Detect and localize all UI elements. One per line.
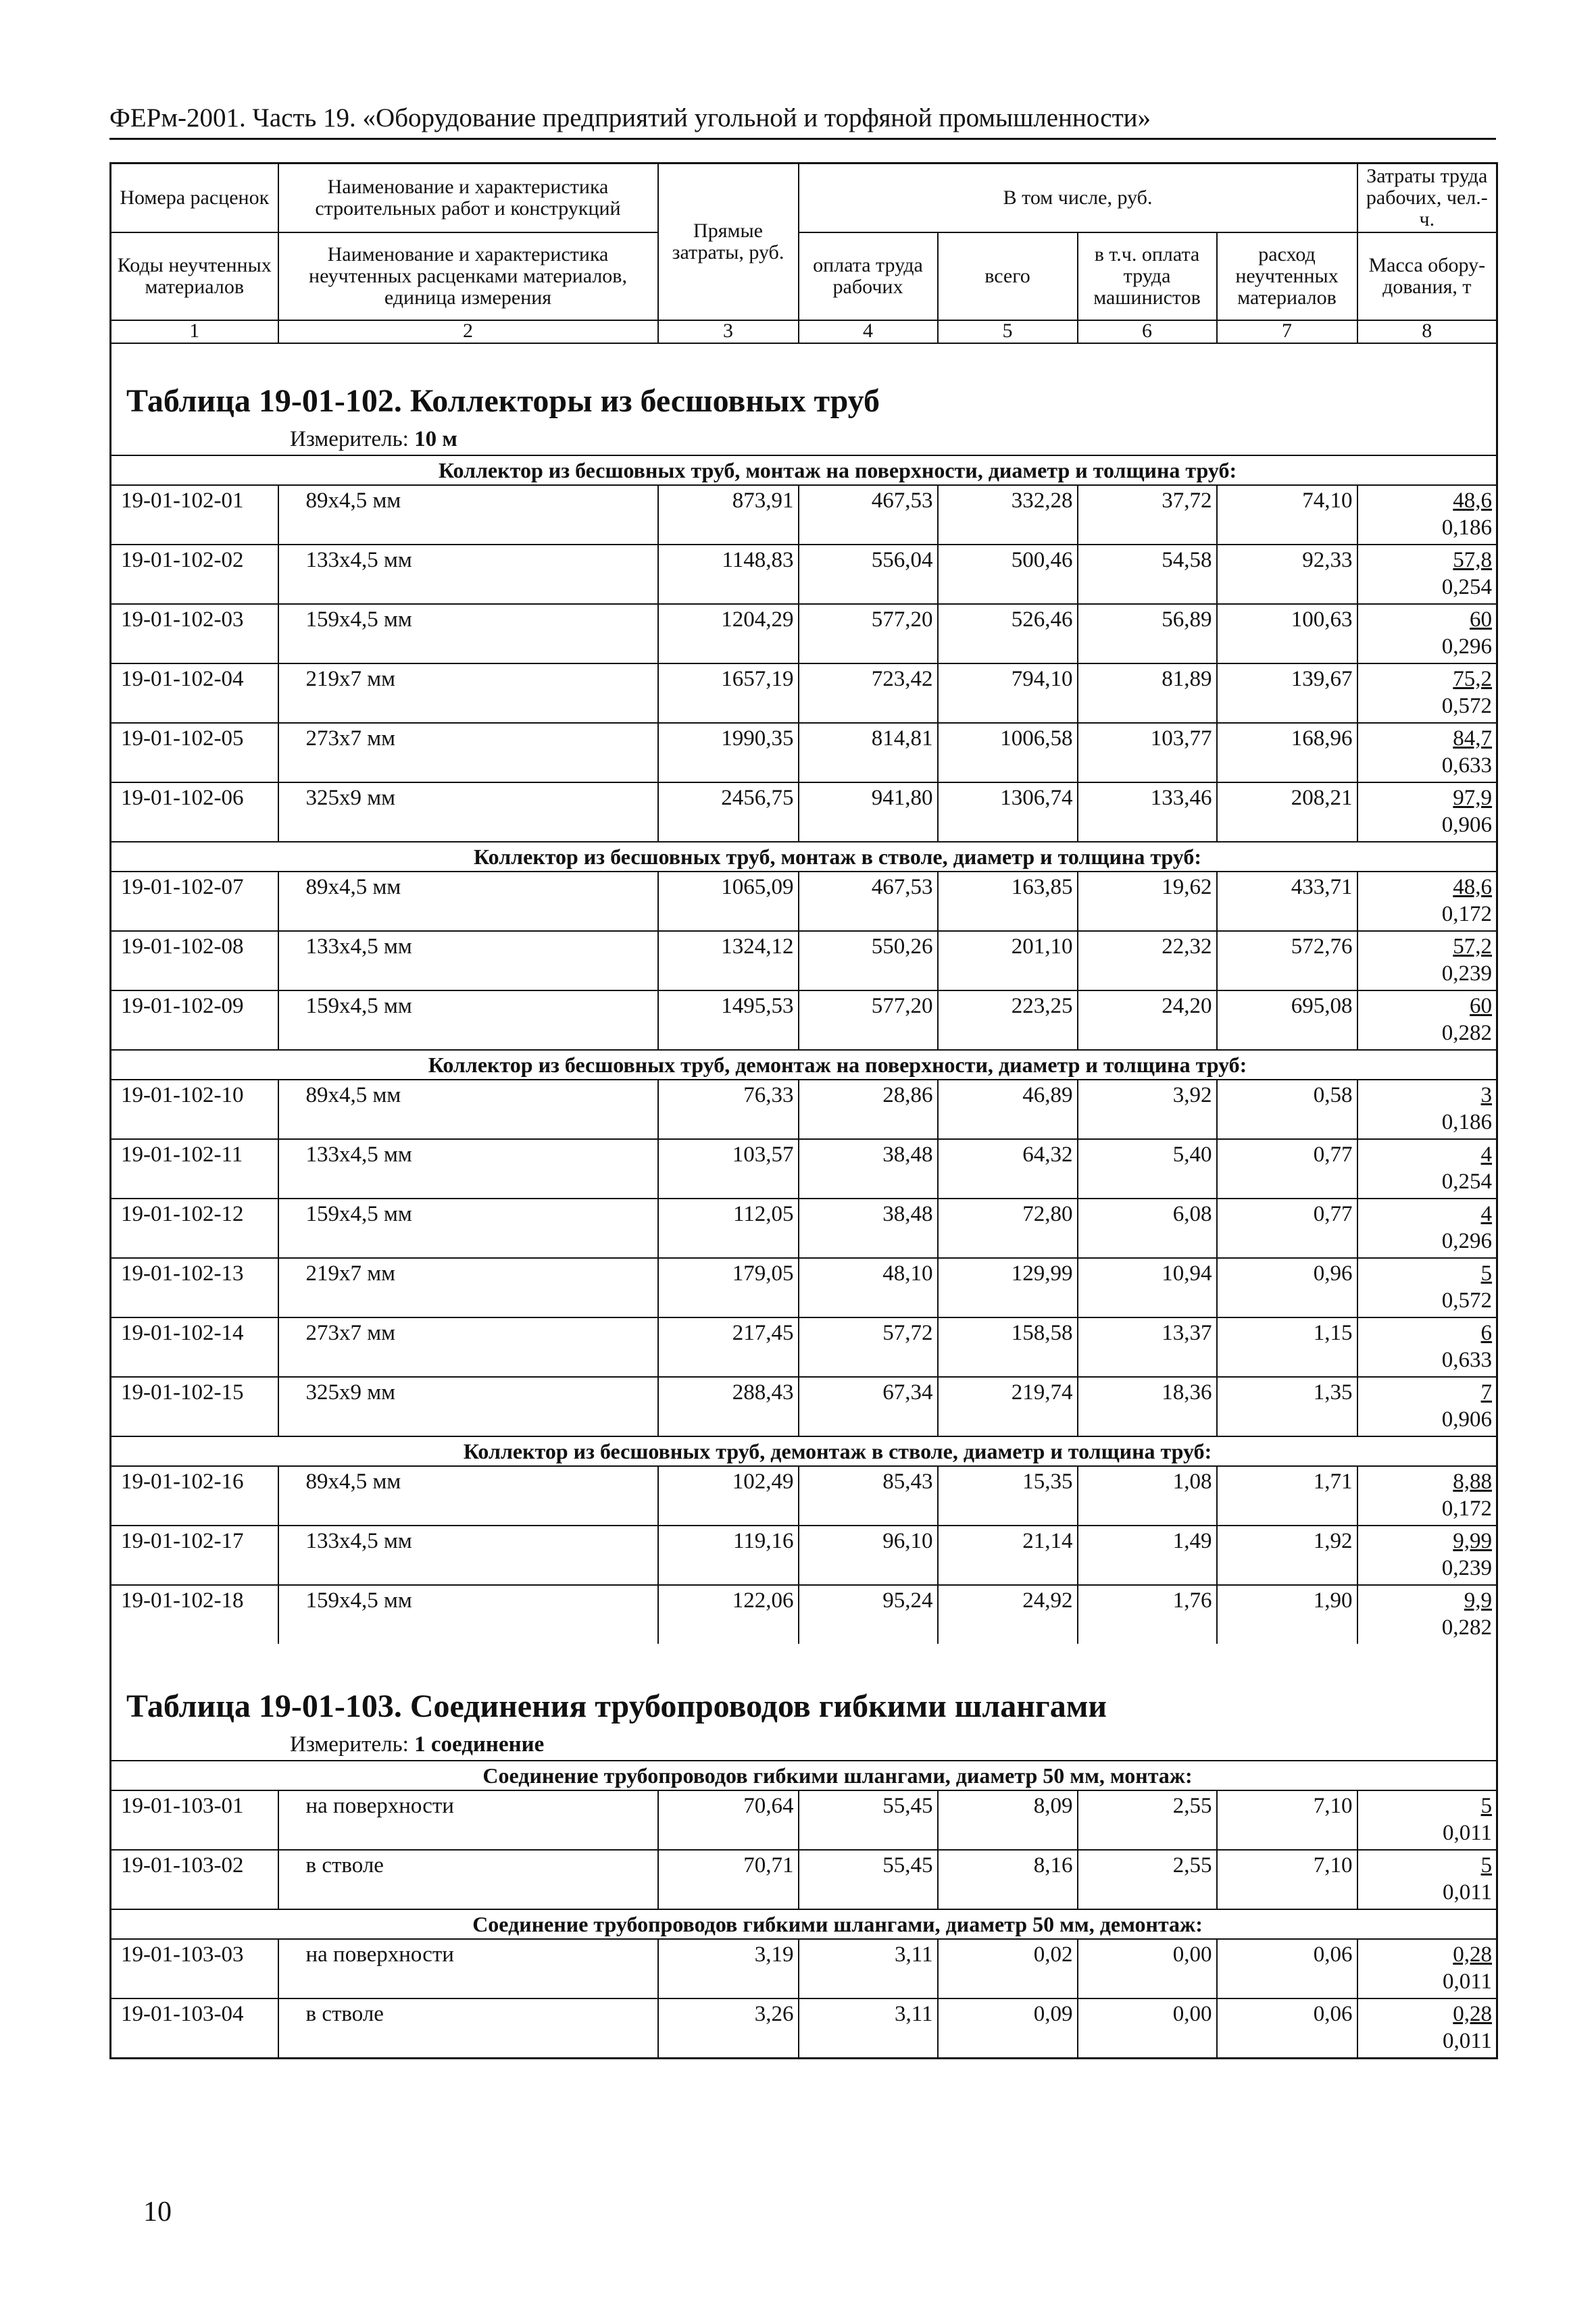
section-heading: Соединение трубопроводов гибкими шлангами, диаметр 50 мм, монтаж:	[111, 1761, 1497, 1790]
table-row	[111, 1585, 1497, 1644]
operators-wages: 13,37	[1078, 1317, 1217, 1377]
header-col8-top: Затраты труда рабочих, чел.-ч.	[1357, 164, 1497, 233]
section-heading-row	[111, 1436, 1497, 1466]
header-col6: в т.ч. оплата труда машинистов	[1078, 232, 1217, 320]
direct-cost: 76,33	[658, 1080, 799, 1139]
work-name: 89х4,5 мм	[278, 872, 658, 931]
operators-wages: 2,55	[1078, 1790, 1217, 1850]
table-row	[111, 1317, 1497, 1377]
work-name: на поверхности	[278, 1939, 658, 1998]
labor-cost: 6	[1480, 1321, 1493, 1345]
unit-label: Измеритель:	[290, 1732, 409, 1757]
rate-code: 19-01-102-04	[111, 663, 278, 723]
table-unit	[111, 424, 1497, 455]
direct-cost: 3,19	[658, 1939, 799, 1998]
labor-and-mass	[1357, 723, 1497, 782]
machines-total: 201,10	[938, 931, 1078, 990]
equipment-mass: 0,011	[1443, 2029, 1493, 2053]
equipment-mass: 0,186	[1441, 1110, 1493, 1134]
work-name: 273х7 мм	[278, 1317, 658, 1377]
materials: 0,77	[1217, 1139, 1357, 1199]
labor-cost: 4	[1480, 1142, 1493, 1167]
table-row	[111, 663, 1497, 723]
wages: 85,43	[799, 1466, 938, 1526]
work-name: 325х9 мм	[278, 1377, 658, 1436]
header-number: 7	[1217, 320, 1357, 343]
work-name: в стволе	[278, 1850, 658, 1909]
work-name: 219х7 мм	[278, 1258, 658, 1317]
table-row	[111, 931, 1497, 990]
labor-cost: 5	[1480, 1794, 1493, 1818]
materials: 168,96	[1217, 723, 1357, 782]
machines-total: 0,09	[938, 1998, 1078, 2059]
wages: 57,72	[799, 1317, 938, 1377]
labor-and-mass	[1357, 1526, 1497, 1585]
table-caption-row	[111, 355, 1497, 424]
wages: 577,20	[799, 604, 938, 663]
materials: 7,10	[1217, 1790, 1357, 1850]
equipment-mass: 0,906	[1441, 1407, 1493, 1432]
equipment-mass: 0,296	[1441, 634, 1493, 659]
wages: 38,48	[799, 1139, 938, 1199]
rate-code: 19-01-102-06	[111, 782, 278, 842]
direct-cost: 119,16	[658, 1526, 799, 1585]
norms-table	[109, 162, 1498, 2059]
direct-cost: 1204,29	[658, 604, 799, 663]
direct-cost: 70,71	[658, 1850, 799, 1909]
labor-and-mass	[1357, 1790, 1497, 1850]
direct-cost: 70,64	[658, 1790, 799, 1850]
operators-wages: 10,94	[1078, 1258, 1217, 1317]
work-name: 325х9 мм	[278, 782, 658, 842]
wages: 28,86	[799, 1080, 938, 1139]
machines-total: 15,35	[938, 1466, 1078, 1526]
table-unit-row	[111, 424, 1497, 455]
table-title: Таблица 19-01-102. Коллекторы из бесшовных труб	[111, 355, 1497, 424]
header-number: 6	[1078, 320, 1217, 343]
materials: 0,58	[1217, 1080, 1357, 1139]
materials: 572,76	[1217, 931, 1357, 990]
equipment-mass: 0,011	[1443, 1821, 1493, 1845]
direct-cost: 122,06	[658, 1585, 799, 1644]
table-row	[111, 1998, 1497, 2059]
labor-and-mass	[1357, 1317, 1497, 1377]
rate-code: 19-01-102-10	[111, 1080, 278, 1139]
direct-cost: 1065,09	[658, 872, 799, 931]
section-heading-row	[111, 455, 1497, 485]
rate-code: 19-01-102-09	[111, 990, 278, 1050]
equipment-mass: 0,572	[1441, 694, 1493, 718]
table-row	[111, 990, 1497, 1050]
header-col3: Прямые затраты, руб.	[658, 164, 799, 321]
rate-code: 19-01-102-13	[111, 1258, 278, 1317]
materials: 0,96	[1217, 1258, 1357, 1317]
table-row	[111, 1790, 1497, 1850]
materials: 139,67	[1217, 663, 1357, 723]
work-name: 219х7 мм	[278, 663, 658, 723]
table-row	[111, 1139, 1497, 1199]
rate-code: 19-01-103-02	[111, 1850, 278, 1909]
labor-and-mass	[1357, 1939, 1497, 1998]
wages: 96,10	[799, 1526, 938, 1585]
labor-cost: 7	[1480, 1380, 1493, 1405]
direct-cost: 1148,83	[658, 545, 799, 604]
header-col2-bottom: Наименование и характеристика неучтенных расценками материалов, единица измерения	[278, 232, 658, 320]
direct-cost: 179,05	[658, 1258, 799, 1317]
materials: 433,71	[1217, 872, 1357, 931]
equipment-mass: 0,172	[1441, 1496, 1493, 1521]
labor-cost: 0,28	[1453, 1942, 1493, 1967]
table-row	[111, 723, 1497, 782]
header-col4: оплата труда рабочих	[799, 232, 938, 320]
rate-code: 19-01-102-11	[111, 1139, 278, 1199]
header-group-incl: В том числе, руб.	[799, 164, 1357, 233]
unit-value: 1 соединение	[414, 1732, 545, 1757]
labor-and-mass	[1357, 872, 1497, 931]
table-caption-row	[111, 1660, 1497, 1729]
materials: 1,35	[1217, 1377, 1357, 1436]
table-row	[111, 604, 1497, 663]
table-row	[111, 1466, 1497, 1526]
work-name: 133х4,5 мм	[278, 931, 658, 990]
labor-cost: 57,8	[1453, 548, 1493, 572]
operators-wages: 3,92	[1078, 1080, 1217, 1139]
table-row	[111, 872, 1497, 931]
labor-and-mass	[1357, 1466, 1497, 1526]
operators-wages: 37,72	[1078, 485, 1217, 545]
table-body	[111, 164, 1497, 2059]
labor-cost: 48,6	[1453, 875, 1493, 899]
table-title: Таблица 19-01-103. Соединения трубопроводов гибкими шлангами	[111, 1660, 1497, 1729]
operators-wages: 54,58	[1078, 545, 1217, 604]
header-col5: всего	[938, 232, 1078, 320]
wages: 3,11	[799, 1939, 938, 1998]
table-row	[111, 1199, 1497, 1258]
equipment-mass: 0,906	[1441, 813, 1493, 837]
machines-total: 223,25	[938, 990, 1078, 1050]
rate-code: 19-01-102-17	[111, 1526, 278, 1585]
rate-code: 19-01-102-15	[111, 1377, 278, 1436]
machines-total: 46,89	[938, 1080, 1078, 1139]
section-heading: Коллектор из бесшовных труб, демонтаж в стволе, диаметр и толщина труб:	[111, 1436, 1497, 1466]
materials: 695,08	[1217, 990, 1357, 1050]
labor-and-mass	[1357, 1998, 1497, 2059]
materials: 74,10	[1217, 485, 1357, 545]
operators-wages: 2,55	[1078, 1850, 1217, 1909]
wages: 556,04	[799, 545, 938, 604]
machines-total: 332,28	[938, 485, 1078, 545]
section-heading-row	[111, 842, 1497, 872]
equipment-mass: 0,254	[1441, 575, 1493, 599]
labor-and-mass	[1357, 485, 1497, 545]
header-col7: расход неучтенных материалов	[1217, 232, 1357, 320]
work-name: 159х4,5 мм	[278, 1199, 658, 1258]
direct-cost: 288,43	[658, 1377, 799, 1436]
table-unit-row	[111, 1729, 1497, 1761]
operators-wages: 81,89	[1078, 663, 1217, 723]
materials: 1,90	[1217, 1585, 1357, 1644]
direct-cost: 2456,75	[658, 782, 799, 842]
machines-total: 158,58	[938, 1317, 1078, 1377]
direct-cost: 873,91	[658, 485, 799, 545]
header-number: 4	[799, 320, 938, 343]
materials: 208,21	[1217, 782, 1357, 842]
rate-code: 19-01-102-01	[111, 485, 278, 545]
labor-and-mass	[1357, 1199, 1497, 1258]
work-name: 273х7 мм	[278, 723, 658, 782]
table-row	[111, 485, 1497, 545]
work-name: 159х4,5 мм	[278, 604, 658, 663]
work-name: 159х4,5 мм	[278, 990, 658, 1050]
wages: 550,26	[799, 931, 938, 990]
wages: 467,53	[799, 485, 938, 545]
equipment-mass: 0,172	[1441, 902, 1493, 926]
labor-and-mass	[1357, 1080, 1497, 1139]
section-heading: Соединение трубопроводов гибкими шлангами, диаметр 50 мм, демонтаж:	[111, 1909, 1497, 1939]
header-col8-bottom: Масса обору-дования, т	[1357, 232, 1497, 320]
machines-total: 1006,58	[938, 723, 1078, 782]
unit-label: Измеритель:	[290, 426, 409, 451]
table-row	[111, 1258, 1497, 1317]
operators-wages: 103,77	[1078, 723, 1217, 782]
labor-cost: 5	[1480, 1261, 1493, 1286]
labor-and-mass	[1357, 1377, 1497, 1436]
machines-total: 0,02	[938, 1939, 1078, 1998]
operators-wages: 0,00	[1078, 1998, 1217, 2059]
spacer-row	[111, 1644, 1497, 1660]
operators-wages: 1,49	[1078, 1526, 1217, 1585]
equipment-mass: 0,011	[1443, 1969, 1493, 1994]
page-header: ФЕРм-2001. Часть 19. «Оборудование предприятий угольной и торфяной промышленности»	[109, 103, 1496, 140]
operators-wages: 56,89	[1078, 604, 1217, 663]
direct-cost: 3,26	[658, 1998, 799, 2059]
machines-total: 526,46	[938, 604, 1078, 663]
table-row	[111, 782, 1497, 842]
work-name: 89х4,5 мм	[278, 1080, 658, 1139]
operators-wages: 1,76	[1078, 1585, 1217, 1644]
section-heading: Коллектор из бесшовных труб, демонтаж на поверхности, диаметр и толщина труб:	[111, 1050, 1497, 1080]
section-heading: Коллектор из бесшовных труб, монтаж в стволе, диаметр и толщина труб:	[111, 842, 1497, 872]
work-name: 133х4,5 мм	[278, 545, 658, 604]
wages: 467,53	[799, 872, 938, 931]
labor-and-mass	[1357, 1850, 1497, 1909]
machines-total: 163,85	[938, 872, 1078, 931]
equipment-mass: 0,254	[1441, 1169, 1493, 1194]
labor-and-mass	[1357, 545, 1497, 604]
machines-total: 21,14	[938, 1526, 1078, 1585]
materials: 7,10	[1217, 1850, 1357, 1909]
work-name: в стволе	[278, 1998, 658, 2059]
direct-cost: 217,45	[658, 1317, 799, 1377]
table-row	[111, 545, 1497, 604]
operators-wages: 0,00	[1078, 1939, 1217, 1998]
spacer	[111, 343, 1497, 355]
rate-code: 19-01-102-14	[111, 1317, 278, 1377]
labor-cost: 48,6	[1453, 488, 1493, 513]
wages: 3,11	[799, 1998, 938, 2059]
labor-cost: 57,2	[1453, 934, 1493, 959]
direct-cost: 1495,53	[658, 990, 799, 1050]
header-number: 3	[658, 320, 799, 343]
table-unit	[111, 1729, 1497, 1761]
wages: 38,48	[799, 1199, 938, 1258]
labor-cost: 4	[1480, 1202, 1493, 1226]
table-row	[111, 1526, 1497, 1585]
direct-cost: 1990,35	[658, 723, 799, 782]
rate-code: 19-01-103-04	[111, 1998, 278, 2059]
labor-and-mass	[1357, 663, 1497, 723]
materials: 0,06	[1217, 1939, 1357, 1998]
header-number: 1	[111, 320, 278, 343]
rate-code: 19-01-102-03	[111, 604, 278, 663]
equipment-mass: 0,186	[1441, 515, 1493, 540]
wages: 941,80	[799, 782, 938, 842]
rate-code: 19-01-103-03	[111, 1939, 278, 1998]
section-heading: Коллектор из бесшовных труб, монтаж на поверхности, диаметр и толщина труб:	[111, 455, 1497, 485]
machines-total: 24,92	[938, 1585, 1078, 1644]
table-row	[111, 1939, 1497, 1998]
labor-cost: 60	[1470, 607, 1493, 632]
wages: 95,24	[799, 1585, 938, 1644]
equipment-mass: 0,282	[1441, 1615, 1493, 1640]
labor-cost: 8,88	[1453, 1469, 1493, 1494]
labor-cost: 97,9	[1453, 786, 1493, 810]
rate-code: 19-01-102-16	[111, 1466, 278, 1526]
work-name: 133х4,5 мм	[278, 1139, 658, 1199]
table-row	[111, 1377, 1497, 1436]
wages: 48,10	[799, 1258, 938, 1317]
wages: 814,81	[799, 723, 938, 782]
machines-total: 8,09	[938, 1790, 1078, 1850]
labor-and-mass	[1357, 990, 1497, 1050]
work-name: на поверхности	[278, 1790, 658, 1850]
labor-and-mass	[1357, 1139, 1497, 1199]
operators-wages: 133,46	[1078, 782, 1217, 842]
work-name: 159х4,5 мм	[278, 1585, 658, 1644]
page-number: 10	[143, 2196, 172, 2228]
table-row	[111, 1080, 1497, 1139]
equipment-mass: 0,239	[1441, 1556, 1493, 1580]
labor-and-mass	[1357, 931, 1497, 990]
header-col2-top: Наименование и характеристика строительных работ и конструкций	[278, 164, 658, 233]
labor-and-mass	[1357, 782, 1497, 842]
labor-cost: 75,2	[1453, 667, 1493, 691]
labor-cost: 5	[1480, 1853, 1493, 1878]
direct-cost: 1324,12	[658, 931, 799, 990]
rate-code: 19-01-102-05	[111, 723, 278, 782]
spacer	[111, 1644, 1497, 1660]
machines-total: 1306,74	[938, 782, 1078, 842]
section-heading-row	[111, 1761, 1497, 1790]
rate-code: 19-01-103-01	[111, 1790, 278, 1850]
labor-cost: 9,9	[1464, 1588, 1493, 1613]
header-number: 5	[938, 320, 1078, 343]
equipment-mass: 0,011	[1443, 1880, 1493, 1905]
labor-cost: 3	[1480, 1083, 1493, 1107]
direct-cost: 103,57	[658, 1139, 799, 1199]
materials: 0,06	[1217, 1998, 1357, 2059]
labor-cost: 9,99	[1453, 1529, 1493, 1553]
direct-cost: 112,05	[658, 1199, 799, 1258]
labor-cost: 60	[1470, 994, 1493, 1018]
labor-cost: 0,28	[1453, 2002, 1493, 2026]
spacer-row	[111, 343, 1497, 355]
header-number: 8	[1357, 320, 1497, 343]
materials: 0,77	[1217, 1199, 1357, 1258]
rate-code: 19-01-102-02	[111, 545, 278, 604]
work-name: 89х4,5 мм	[278, 485, 658, 545]
labor-and-mass	[1357, 1258, 1497, 1317]
equipment-mass: 0,572	[1441, 1288, 1493, 1313]
header-col1-bottom: Коды неучтенных материалов	[111, 232, 278, 320]
table-row	[111, 1850, 1497, 1909]
header-col1-top: Номера расценок	[111, 164, 278, 233]
equipment-mass: 0,633	[1441, 753, 1493, 778]
machines-total: 129,99	[938, 1258, 1078, 1317]
machines-total: 64,32	[938, 1139, 1078, 1199]
equipment-mass: 0,239	[1441, 961, 1493, 986]
operators-wages: 6,08	[1078, 1199, 1217, 1258]
labor-cost: 84,7	[1453, 726, 1493, 751]
machines-total: 72,80	[938, 1199, 1078, 1258]
equipment-mass: 0,633	[1441, 1348, 1493, 1372]
labor-and-mass	[1357, 604, 1497, 663]
wages: 55,45	[799, 1850, 938, 1909]
direct-cost: 1657,19	[658, 663, 799, 723]
operators-wages: 18,36	[1078, 1377, 1217, 1436]
operators-wages: 5,40	[1078, 1139, 1217, 1199]
wages: 577,20	[799, 990, 938, 1050]
materials: 100,63	[1217, 604, 1357, 663]
unit-value: 10 м	[414, 426, 457, 451]
machines-total: 794,10	[938, 663, 1078, 723]
equipment-mass: 0,282	[1441, 1021, 1493, 1045]
header-number: 2	[278, 320, 658, 343]
rate-code: 19-01-102-07	[111, 872, 278, 931]
operators-wages: 22,32	[1078, 931, 1217, 990]
materials: 92,33	[1217, 545, 1357, 604]
wages: 67,34	[799, 1377, 938, 1436]
direct-cost: 102,49	[658, 1466, 799, 1526]
labor-and-mass	[1357, 1585, 1497, 1644]
machines-total: 8,16	[938, 1850, 1078, 1909]
rate-code: 19-01-102-18	[111, 1585, 278, 1644]
rate-code: 19-01-102-12	[111, 1199, 278, 1258]
materials: 1,92	[1217, 1526, 1357, 1585]
equipment-mass: 0,296	[1441, 1229, 1493, 1253]
wages: 55,45	[799, 1790, 938, 1850]
operators-wages: 1,08	[1078, 1466, 1217, 1526]
work-name: 89х4,5 мм	[278, 1466, 658, 1526]
wages: 723,42	[799, 663, 938, 723]
materials: 1,71	[1217, 1466, 1357, 1526]
rate-code: 19-01-102-08	[111, 931, 278, 990]
work-name: 133х4,5 мм	[278, 1526, 658, 1585]
materials: 1,15	[1217, 1317, 1357, 1377]
machines-total: 500,46	[938, 545, 1078, 604]
operators-wages: 19,62	[1078, 872, 1217, 931]
operators-wages: 24,20	[1078, 990, 1217, 1050]
machines-total: 219,74	[938, 1377, 1078, 1436]
section-heading-row	[111, 1050, 1497, 1080]
section-heading-row	[111, 1909, 1497, 1939]
